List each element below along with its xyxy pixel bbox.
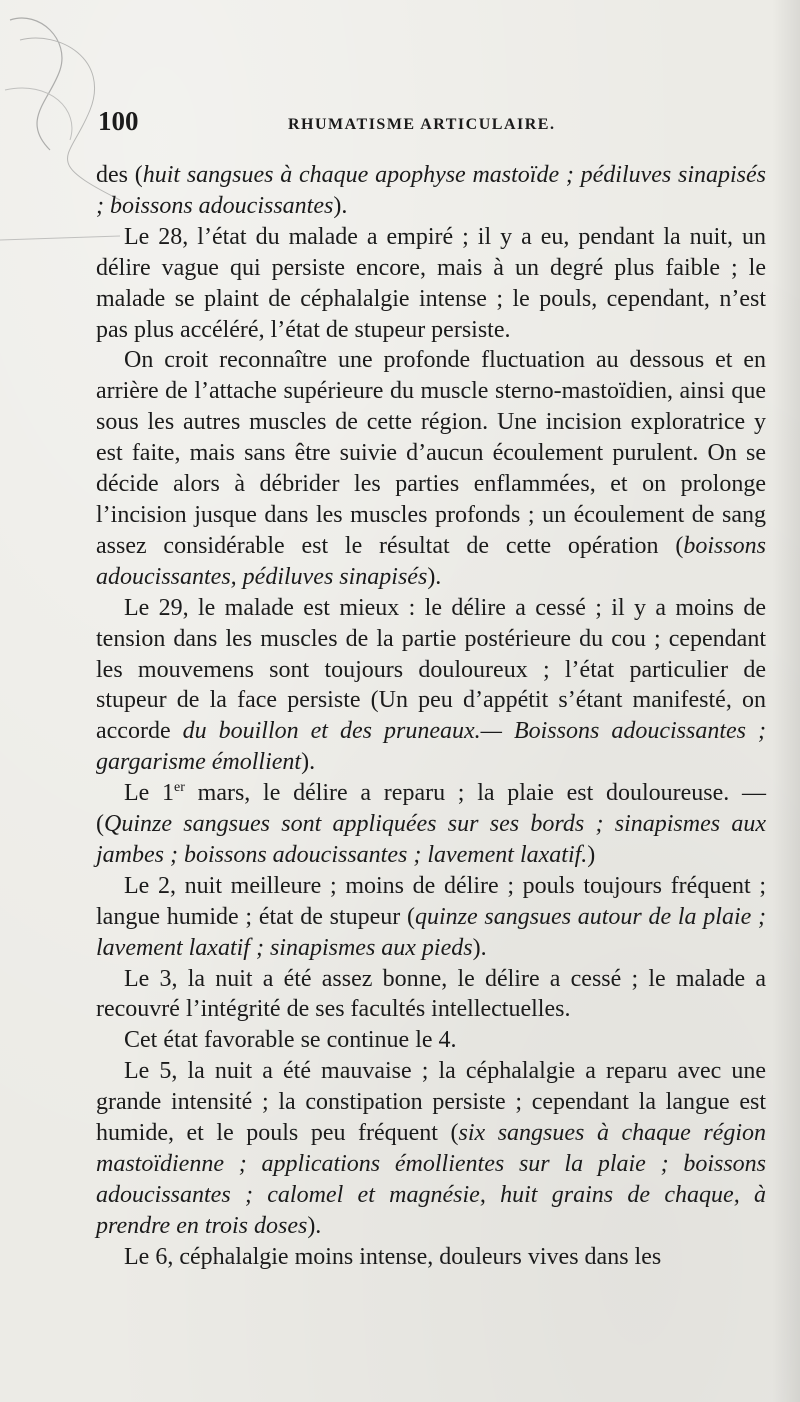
italic-text: quinze sangsues autour de la plaie ; lavement laxatif ; sinapismes aux pieds	[96, 903, 767, 961]
text-run: Le 3, la nuit a été assez bonne, le délire a cessé ; le malade a recouvré l’intégrité de ses facultés intellectuelles.	[96, 965, 766, 1023]
paragraph	[96, 964, 766, 1026]
text-run: ).	[427, 563, 442, 590]
superscript-text: er	[174, 780, 185, 796]
text-run: ).	[307, 1212, 322, 1239]
text-run: Le 28, l’état du malade a empiré ; il y a eu, pendant la nuit, un délire vague qui persiste encore, mais à un degré plus faible ; le malade se plaint de céphalalgie intense ; le pouls, cependant, n’est pas plus accéléré, l’état de stupeur persiste.	[96, 223, 766, 343]
text-run: On croit reconnaître une profonde fluctuation au dessous et en arrière de l’attache supérieure du muscle sterno-mastoïdien, ainsi que sous les autres muscles de cette région. Une incision exploratrice y est faite, mais sans être suivie d’aucun écoulement purulent. On se décide alors à débrider les parties enflammées, et on prolonge l’incision jusque dans les muscles profonds ; un écoulement de sang assez considérable est le résultat de cette opération (	[96, 347, 766, 559]
text-run: Cet état favorable se continue le 4.	[124, 1027, 457, 1054]
text-run: mars, le délire a reparu ; la plaie est douloureuse. — (	[96, 780, 767, 838]
paragraph	[96, 222, 766, 346]
text-run: Le 1	[124, 780, 175, 807]
italic-text: du bouillon et des pruneaux.— Boissons adoucissantes ; gargarisme émollient	[96, 718, 766, 776]
paragraph	[96, 1025, 766, 1056]
paragraph	[96, 778, 766, 871]
body-text	[96, 160, 766, 1273]
text-run: Le 2, nuit meilleure ; moins de délire ; pouls toujours fréquent ; langue humide ; état de stupeur (	[96, 872, 766, 930]
italic-text: boissons adoucissantes, pédiluves sinapisés	[96, 532, 766, 590]
italic-text: six sangsues à chaque région mastoïdienne ; applications émollientes sur la plaie ; boissons adoucissantes ; calomel et magnésie, huit grains de chaque, à prendre en trois doses	[96, 1120, 766, 1239]
paragraph	[96, 345, 766, 592]
gutter-shadow	[772, 0, 800, 1402]
italic-text: Quinze sangsues sont appliquées sur ses bords ; sinapismes aux jambes ; boissons adoucissantes ; lavement laxatif.	[96, 811, 766, 868]
running-head	[92, 106, 772, 146]
paragraph	[96, 871, 766, 964]
italic-text: huit sangsues à chaque apophyse mastoïde ; pédiluves sinapisés ; boissons adoucissantes	[96, 162, 767, 219]
text-run: des (	[96, 162, 143, 188]
paragraph	[96, 593, 766, 778]
paragraph	[96, 160, 766, 222]
text-run: Le 5, la nuit a été mauvaise ; la céphalalgie a reparu avec une grande intensité ; la constipation persiste ; cependant la langue est humide, et le pouls peu fréquent (	[96, 1058, 766, 1147]
running-title: RHUMATISME ARTICULAIRE.	[288, 116, 556, 133]
text-run: Le 6, céphalalgie moins intense, douleurs vives dans les	[124, 1243, 662, 1270]
paragraph	[96, 1242, 766, 1273]
text-run: )	[587, 841, 596, 868]
text-run: Le 29, le malade est mieux : le délire a cessé ; il y a moins de tension dans les muscles de la partie postérieure du cou ; cependant les mouvemens sont toujours douloureux ; l’état particulier de stupeur de la face persiste (Un peu d’appétit s’étant manifesté, on accorde	[96, 594, 766, 745]
page-number: 100	[98, 106, 139, 136]
text-run: ).	[333, 192, 348, 219]
paragraph	[96, 1056, 766, 1241]
text-run: ).	[472, 934, 487, 961]
text-run: ).	[301, 749, 316, 776]
